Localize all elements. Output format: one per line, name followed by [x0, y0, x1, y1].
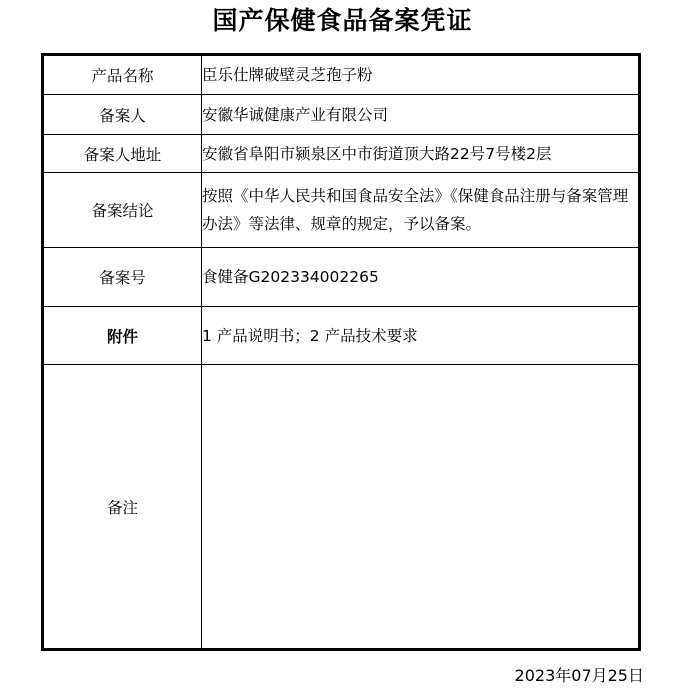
conclusion-label: 备案结论	[43, 173, 202, 248]
row-attachments	[43, 307, 640, 365]
filing-number-label: 备案号	[43, 248, 202, 307]
filer-address-value: 安徽省阜阳市颍泉区中市街道顶大路22号7号楼2层	[202, 135, 640, 173]
row-conclusion	[43, 173, 640, 248]
filing-number-value: 食健备G202334002265	[202, 248, 640, 307]
remarks-value	[202, 365, 640, 650]
document-title: 国产保健食品备案凭证	[212, 6, 473, 35]
attachments-value: 1 产品说明书；2 产品技术要求	[202, 307, 640, 365]
product-name-value: 臣乐仕牌破壁灵芝孢子粉	[202, 55, 640, 95]
filer-label: 备案人	[43, 95, 202, 135]
row-remarks	[43, 365, 640, 650]
row-filer-address	[43, 135, 640, 173]
conclusion-value: 按照《中华人民共和国食品安全法》《保健食品注册与备案管理办法》等法律、规章的规定，予以备案。	[202, 173, 640, 248]
filer-value: 安徽华诚健康产业有限公司	[202, 95, 640, 135]
row-product-name	[43, 55, 640, 95]
remarks-label: 备注	[43, 365, 202, 650]
attachments-label: 附件	[43, 307, 202, 365]
filer-address-label: 备案人地址	[43, 135, 202, 173]
product-name-label: 产品名称	[43, 55, 202, 95]
issue-date: 2023年07月25日	[514, 666, 644, 685]
row-filing-number	[43, 248, 640, 307]
certificate-table	[41, 53, 641, 651]
row-filer	[43, 95, 640, 135]
